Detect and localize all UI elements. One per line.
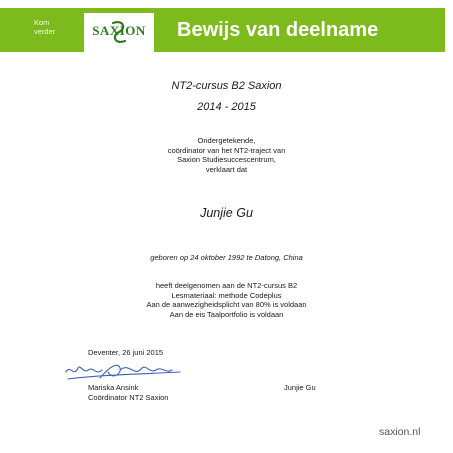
result-line: Aan de aanwezigheidsplicht van 80% is voldaan	[146, 300, 307, 309]
tagline	[34, 18, 55, 36]
logo-text: SAXION	[92, 23, 146, 38]
birth-info: geboren op 24 oktober 1992 te Datong, China	[150, 253, 303, 262]
result-block	[0, 281, 453, 319]
tagline-line2: verder	[34, 27, 56, 36]
signer-name: Mariska Ansink	[88, 383, 139, 392]
declaration-block	[0, 136, 453, 174]
page-title: Bewijs van deelname	[177, 19, 379, 41]
declaration-line: verklaart dat	[205, 164, 248, 174]
course-title: NT2-cursus B2 Saxion	[171, 80, 282, 92]
tagline-line1: Kom	[34, 18, 50, 27]
website-link[interactable]: saxion.nl	[379, 426, 421, 438]
result-line: Lesmateriaal: methode Codeplus	[171, 290, 282, 300]
recipient-signature-name: Junjie Gu	[284, 383, 316, 392]
course-years: 2014 - 2015	[197, 101, 256, 113]
recipient-name: Junjie Gu	[200, 206, 253, 220]
declaration-line: Ondergetekende,	[197, 136, 256, 145]
saxion-logo	[84, 13, 154, 52]
result-line: heeft deelgenomen aan de NT2-cursus B2	[155, 281, 298, 290]
place-date: Deventer, 26 juni 2015	[88, 348, 164, 357]
signature-icon	[60, 358, 190, 384]
declaration-line: Saxion Studiesuccescentrum,	[177, 155, 276, 164]
signer-role: Coördinator NT2 Saxion	[88, 393, 169, 402]
result-line: Aan de eis Taalportfolio is voldaan	[169, 309, 284, 319]
declaration-line: coördinator van het NT2-traject van	[167, 145, 286, 155]
